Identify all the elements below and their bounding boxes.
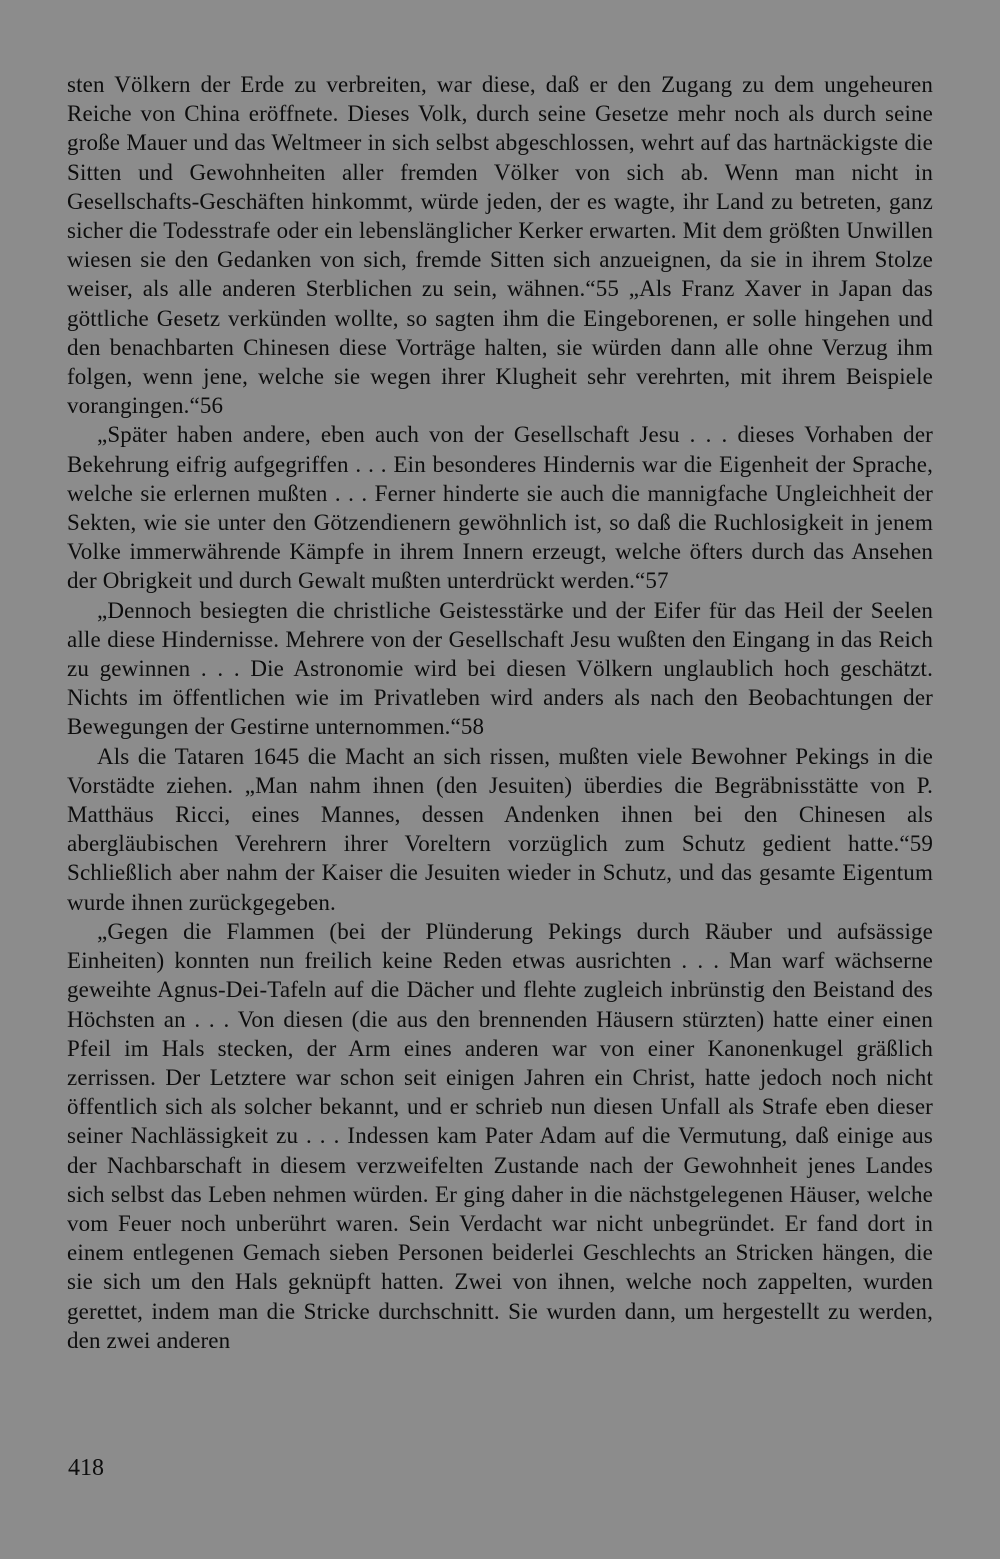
paragraph-3: „Dennoch besiegten die christliche Geistesstärke und der Eifer für das Heil der Seelen alle diese Hindernisse. Mehrere von der Gesellschaft Jesu wußten den Eingang in das Reich zu gewinnen . . . Die Astronomie wird bei diesen Völkern unglaublich hoch geschätzt. Nichts im öffentlichen wie im Privatleben wird anders als nach den Beobachtungen der Bewegungen der Gestirne unternommen.“58: [67, 597, 933, 740]
paragraph-2: „Später haben andere, eben auch von der Gesellschaft Jesu . . . dieses Vorhaben der Bekehrung eifrig aufgegriffen . . . Ein besonderes Hindernis war die Eigenheit der Sprache, welche sie erlernen mußten . . . Ferner hinderte sie auch die mannigfache Ungleichheit der Sekten, wie sie unter den Götzendienern gewöhnlich ist, so daß die Ruchlosigkeit in jenem Volke immerwährende Kämpfe in ihrem Innern erzeugt, welche öfters durch das Ansehen der Obrigkeit und durch Gewalt mußten unterdrückt werden.“57: [67, 422, 933, 594]
paragraph-1: sten Völkern der Erde zu verbreiten, war diese, daß er den Zugang zu dem ungeheuren Reiche von China eröffnete. Dieses Volk, durch seine Gesetze mehr noch als durch seine große Mauer und das Weltmeer in sich selbst abgeschlossen, wehrt auf das hartnäckigste die Sitten und Gewohnheiten aller fremden Völker von sich ab. Wenn man nicht in Gesellschafts-Geschäften hinkommt, würde jeden, der es wagte, ihr Land zu betreten, ganz sicher die Todesstrafe oder ein lebenslänglicher Kerker erwarten. Mit dem größten Unwillen wiesen sie den Gedanken von sich, fremde Sitten sich anzueignen, da sie in ihrem Stolze weiser, als alle anderen Sterblichen zu sein, wähnen.“55 „Als Franz Xaver in Japan das göttliche Gesetz verkünden wollte, so sagten ihm die Eingeborenen, er solle hingehen und den benachbarten Chinesen diese Vorträge halten, sie würden dann alle ohne Verzug ihm folgen, wenn jene, welche sie wegen ihrer Klugheit sehr verehrten, mit ihrem Beispiele vorangingen.“56: [67, 72, 933, 419]
paragraph-5: „Gegen die Flammen (bei der Plünderung Pekings durch Räuber und aufsässige Einheiten) konnten nun freilich keine Reden etwas ausrichten . . . Man warf wächserne geweihte Agnus-Dei-Tafeln auf die Dächer und flehte zugleich inbrünstig den Beistand des Höchsten an . . . Von diesen (die aus den brennenden Häusern stürzten) hatte einer einen Pfeil im Hals stecken, der Arm eines anderen war von einer Kanonenkugel gräßlich zerrissen. Der Letztere war schon seit einigen Jahren ein Christ, hatte jedoch noch nicht öffentlich sich als solcher bekannt, und er schrieb nun diesen Unfall als Strafe eben dieser seiner Nachlässigkeit zu . . . Indessen kam Pater Adam auf die Vermutung, daß einige aus der Nachbarschaft in diesem verzweifelten Zustande nach der Gewohnheit jenes Landes sich selbst das Leben nehmen würden. Er ging daher in die nächstgelegenen Häuser, welche vom Feuer noch unberührt waren. Sein Verdacht war nicht unbegründet. Er fand dort in einem entlegenen Gemach sieben Personen beiderlei Geschlechts an Stricken hängen, die sie sich um den Hals geknüpft hatten. Zwei von ihnen, welche noch zappelten, wurden gerettet, indem man die Stricke durchschnitt. Sie wurden dann, um hergestellt zu werden, den zwei anderen: [67, 918, 933, 1353]
paragraph-4: Als die Tataren 1645 die Macht an sich rissen, mußten viele Bewohner Pekings in die Vorstädte ziehen. „Man nahm ihnen (den Jesuiten) überdies die Begräbnisstätte von P. Matthäus Ricci, eines Mannes, dessen Andenken ihnen bei den Chinesen als abergläubischen Verehrern ihrer Voreltern vorzüglich zum Schutz gedient hatte.“59 Schließlich aber nahm der Kaiser die Jesuiten wieder in Schutz, und das gesamte Eigentum wurde ihnen zurückgegeben.: [67, 743, 933, 915]
document-page: [67, 70, 933, 1355]
page-number: 418: [68, 1455, 104, 1481]
